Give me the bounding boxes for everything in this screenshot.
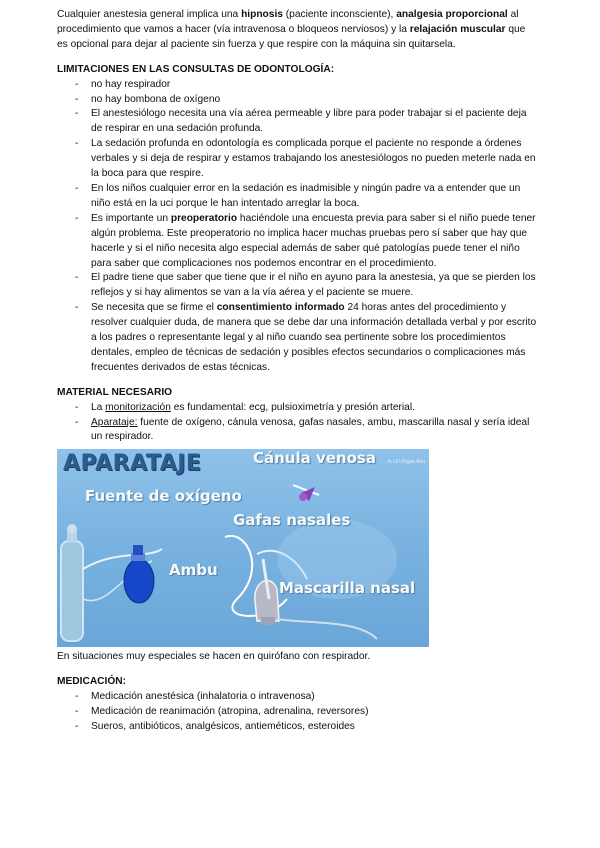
list-item-text: Se necesita que se firme el [91,302,217,314]
oxygen-cylinder-icon [61,524,83,641]
list-item-consentimiento [57,301,537,376]
figure-credit: fs Ul Uhigan Ann [387,459,425,466]
list-item-preoperatorio [57,212,537,272]
medicacion-list [57,690,537,735]
intro-text: (paciente inconsciente), [282,9,397,20]
aparataje-figure [57,449,429,647]
figure-caption: En situaciones muy especiales se hacen en quirófano con respirador. [57,651,371,663]
list-item-monitorizacion [57,401,537,416]
figure-title: APARATAJE [63,451,202,477]
list-item-text: es fundamental: ecg, pulsioximetría y presión arterial. [170,401,415,413]
limitaciones-list [57,78,537,376]
list-item: - no hay bombona de oxígeno [57,93,537,108]
limitaciones-heading: LIMITACIONES EN LAS CONSULTAS DE ODONTOLOGÍA: [57,63,335,75]
intro-text: Cualquier anestesia general implica una [57,9,242,20]
list-item-aparataje [57,416,537,446]
label-mascarilla-nasal: Mascarilla nasal [279,579,416,598]
monitorizacion-underline: monitorización [105,401,171,413]
list-item: - Medicación anestésica (inhalatoria o intravenosa) [57,690,537,705]
document-page [57,8,537,735]
list-item: - Sueros, antibióticos, analgésicos, antieméticos, esteroides [57,720,537,735]
list-item: - El padre tiene que saber que tiene que ir el niño en ayuno para la anestesia, ya que se pierden los reflejos y si hay alimentos se van a la vía aérea y el paciente se muere. [57,271,537,301]
intro-paragraph [57,8,537,53]
aparataje-underline: Aparataje: [91,416,138,428]
consentimiento-bold: consentimiento informado [216,302,345,314]
list-item: - En los niños cualquier error en la sedación es inadmisible y ningún padre va a entender que un niño está en la uci porque le han intentado arreglar la boca. [57,182,537,212]
preoperatorio-bold: preoperatorio [170,212,238,224]
list-item: - Medicación de reanimación (atropina, adrenalina, reversores) [57,705,537,720]
list-item: - El anestesiólogo necesita una vía aérea permeable y libre para poder trabajar si el paciente deja de respirar en una sedación profunda. [57,107,537,137]
list-item-text: 24 horas antes del procedimiento y resolver cualquier duda, de manera que se debe dar una información detallada verbal y por escrito a los padres o representante legal y al niño cuando sea pertinente sobre los procedimientos dentales, empleo de técnicas de sedación y posibles efectos secundarios o complicaciones más frecuentes derivados de estas técnicas. [91,302,537,373]
label-gafas-nasales: Gafas nasales [233,511,351,530]
list-item: - La sedación profunda en odontología es complicada porque el paciente no responde a órdenes verbales y si deja de respirar y estamos trabajando los anestesiólogos no pueden meterle nada en la boca para que respire. [57,137,537,182]
list-item-text: fuente de oxígeno, cánula venosa, gafas nasales, ambu, mascarilla nasal y sería ideal un respirador. [91,416,530,443]
list-item-text: haciéndole una encuesta previa para saber si el niño puede tener algún problema. Este preoperatorio no implica hacer muchas pruebas pero sí saber que hay que hacerle y si el niño necesita algo especial además de saber qué patologías puede tener el niño para saber que complicaciones nos podemos encontrar en el procedimiento. [91,212,536,269]
intro-bold-analgesia: analgesia proporcional [396,9,508,20]
intro-bold-relajacion: relajación muscular [409,23,506,35]
intro-text: que es opcional para dejar al paciente sin fuerza y que respire con la máquina sin quitarsela. [57,23,526,50]
list-item-text: Es importante un [91,212,171,224]
label-fuente-oxigeno: Fuente de oxígeno [85,487,242,506]
list-item-text: La [91,401,106,413]
cannula-icon [293,485,319,501]
material-list [57,401,537,446]
list-item: - no hay respirador [57,78,537,93]
label-ambu: Ambu [169,561,218,580]
material-heading: MATERIAL NECESARIO [57,386,173,398]
intro-text: al procedimiento que vamos a hacer (vía intravenosa o bloqueos nerviosos) y la [57,9,519,35]
label-canula-venosa: Cánula venosa [253,449,376,468]
medicacion-heading: MEDICACIÓN: [57,676,127,688]
aparataje-illustration [57,449,429,647]
intro-bold-hipnosis: hipnosis [241,9,283,20]
